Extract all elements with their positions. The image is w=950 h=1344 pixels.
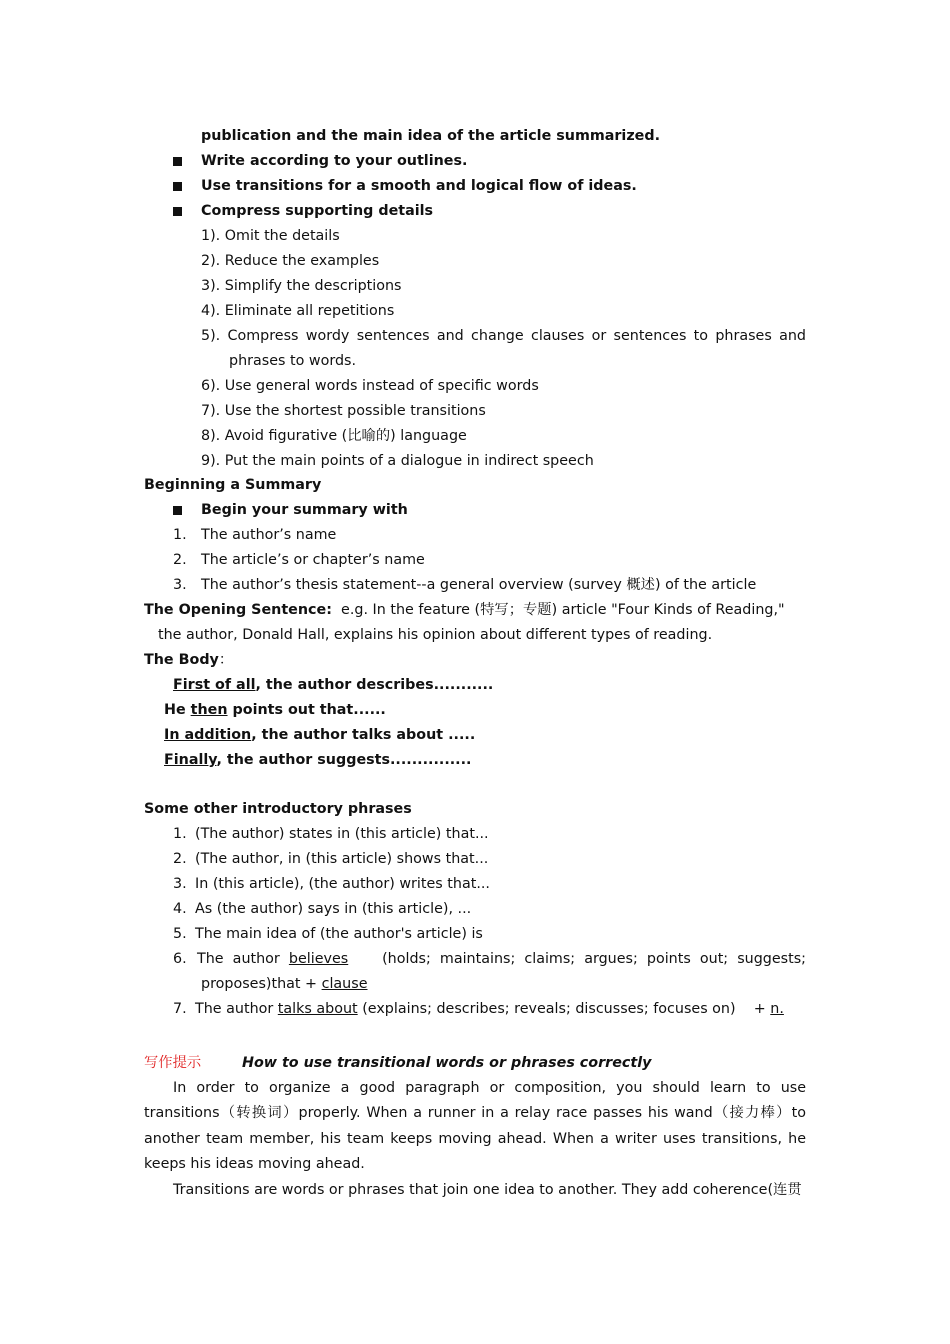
list-number: 6. (173, 951, 187, 967)
underlined-phrase: First of all (173, 677, 256, 693)
list-item: (The author) states in (this article) that... (195, 826, 489, 842)
list-number: 3. (173, 876, 187, 892)
paragraph-line: In order to organize a good paragraph or composition, you should learn to use (173, 1080, 806, 1096)
square-bullet-icon (173, 207, 182, 216)
paragraph-line: Transitions are words or phrases that join one idea to another. They add coherence(连贯 (173, 1182, 802, 1198)
body-text: He (164, 702, 191, 718)
compress-item-cont: phrases to words. (229, 353, 357, 369)
list-text: (holds; maintains; claims; argues; points out; suggests; (373, 951, 806, 967)
underlined-phrase: Finally (164, 752, 217, 768)
compress-item: 2). Reduce the examples (201, 253, 380, 269)
compress-item: 5). Compress wordy sentences and change clauses or sentences to phrases and (201, 328, 806, 344)
list-item (197, 950, 806, 968)
underlined-phrase: In addition (164, 727, 252, 743)
list-text: The author (197, 951, 289, 967)
square-bullet-icon (173, 506, 182, 515)
tip-bullet: Compress supporting details (201, 203, 434, 219)
opening-sentence (144, 601, 785, 619)
body-text: , the author describes........... (255, 677, 494, 693)
list-item-cont (201, 975, 368, 993)
body-label: The Body (144, 652, 219, 668)
list-text: proposes)that + (201, 976, 322, 992)
body-text: points out that...... (227, 702, 386, 718)
begin-bullet: Begin your summary with (201, 502, 408, 518)
list-item: (The author, in (this article) shows that... (195, 851, 489, 867)
compress-item: 7). Use the shortest possible transitions (201, 403, 486, 419)
list-item: The author’s thesis statement--a general overview (survey 概述) of the article (201, 577, 757, 593)
section-heading: Some other introductory phrases (144, 801, 412, 817)
paragraph-line: transitions（转换词）properly. When a runner in a relay race passes his wand（接力棒）to (144, 1105, 806, 1121)
list-item: The main idea of (the author's article) is (195, 926, 483, 942)
list-number: 1. (173, 527, 187, 543)
underlined-phrase: clause (321, 976, 368, 992)
body-text: , the author talks about ..... (251, 727, 476, 743)
tip-continuation: publication and the main idea of the article summarized. (201, 128, 661, 144)
list-item: The author’s name (201, 527, 337, 543)
compress-item: 4). Eliminate all repetitions (201, 303, 395, 319)
square-bullet-icon (173, 182, 182, 191)
tip-bullet: Use transitions for a smooth and logical flow of ideas. (201, 178, 637, 194)
tip-bullet: Write according to your outlines. (201, 153, 468, 169)
opening-text-cont: the author, Donald Hall, explains his opinion about different types of reading. (158, 627, 713, 643)
square-bullet-icon (173, 157, 182, 166)
opening-text: e.g. In the feature (特写；专题) article "Four Kinds of Reading," (341, 602, 785, 618)
compress-item: 6). Use general words instead of specific words (201, 378, 539, 394)
list-number: 7. (173, 1001, 187, 1017)
body-line (164, 751, 471, 769)
underlined-phrase: n. (770, 1001, 784, 1017)
section-heading: Beginning a Summary (144, 477, 322, 493)
list-item (195, 1000, 784, 1018)
list-number: 4. (173, 901, 187, 917)
list-item: The article’s or chapter’s name (201, 552, 425, 568)
list-text: The author (195, 1001, 278, 1017)
paragraph-line: keeps his ideas moving ahead. (144, 1156, 365, 1172)
list-number: 5. (173, 926, 187, 942)
list-number: 2. (173, 851, 187, 867)
compress-item: 3). Simplify the descriptions (201, 278, 402, 294)
underlined-phrase: talks about (277, 1001, 358, 1017)
list-text: (explains; describes; reveals; discusses; focuses on) + (357, 1001, 771, 1017)
body-text: , the author suggests............... (216, 752, 472, 768)
body-heading (144, 651, 233, 669)
list-number: 2. (173, 552, 187, 568)
opening-label: The Opening Sentence: (144, 602, 332, 618)
body-line (164, 701, 386, 719)
writing-tip-tag: 写作提示 (144, 1055, 202, 1071)
list-number: 3. (173, 577, 187, 593)
list-item: In (this article), (the author) writes that... (195, 876, 490, 892)
body-line (164, 726, 475, 744)
compress-item: 1). Omit the details (201, 228, 340, 244)
compress-item: 9). Put the main points of a dialogue in indirect speech (201, 453, 594, 469)
writing-tip-title: How to use transitional words or phrases correctly (242, 1055, 652, 1071)
list-item: As (the author) says in (this article), ... (195, 901, 472, 917)
colon: ： (218, 652, 234, 668)
list-number: 1. (173, 826, 187, 842)
underlined-phrase: then (190, 702, 228, 718)
compress-item: 8). Avoid figurative (比喻的) language (201, 428, 467, 444)
body-line (173, 676, 493, 694)
underlined-phrase: believes (288, 951, 349, 967)
paragraph-line: another team member, his team keeps moving ahead. When a writer uses transitions, he (144, 1131, 806, 1147)
